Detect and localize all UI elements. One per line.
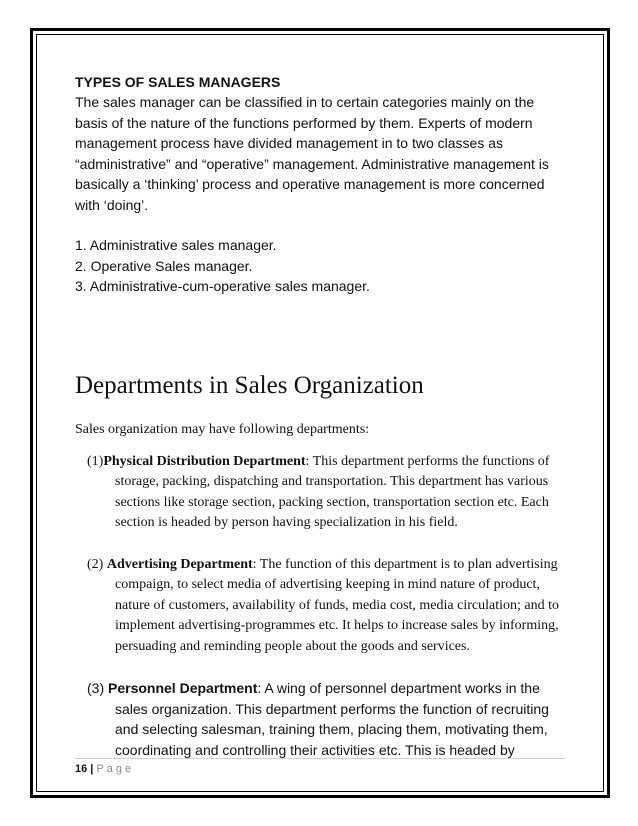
list-item: 3. Administrative-cum-operative sales manager. <box>75 278 370 294</box>
department-number: (2) <box>87 556 107 572</box>
page-content <box>75 72 567 760</box>
department-item <box>75 678 567 760</box>
page-footer <box>75 758 565 776</box>
department-description: : A wing of personnel department works in the sales organization. This department performs the function of recruiting and selecting salesman, training them, placing them, motivating them, coordinating and controlling their activities etc. This is headed by <box>115 680 549 758</box>
manager-types-list <box>75 235 567 297</box>
departments-intro: Sales organization may have following departments: <box>75 421 370 437</box>
department-item <box>75 452 567 534</box>
department-description: : The function of this department is to plan advertising compaign, to select media of advertising keeping in mind nature of product, nature of customers, availability of funds, media cost, media circulation; and to implement advertising-programmes etc. It helps to increase sales by informing, persuading and reminding people about the goods and services. <box>115 556 559 654</box>
department-number: (1) <box>87 453 104 469</box>
department-number: (3) <box>87 680 108 696</box>
department-name: Personnel Department <box>108 680 258 696</box>
footer-separator: | <box>87 763 97 775</box>
department-description: : This department performs the functions of storage, packing, dispatching and transportation. This department has various sections like storage section, packing section, transportation section etc. Each section is headed by person having specialization in his field. <box>115 453 550 530</box>
department-name: Advertising Department <box>106 556 253 572</box>
page-number: 16 <box>75 763 88 775</box>
section-heading-departments: Departments in Sales Organization <box>75 371 424 399</box>
page-label: Page <box>96 763 135 775</box>
section-paragraph: The sales manager can be classified in to certain categories mainly on the basis of the nature of the functions performed by them. Experts of modern management process have divided management in to two classes as “administrative” and “operative” management. Administrative management is basically a ‘thinking’ process and operative management is more concerned with ‘doing’. <box>75 94 549 213</box>
department-name: Physical Distribution Department <box>103 453 306 469</box>
list-item: 1. Administrative sales manager. <box>75 237 277 253</box>
department-item <box>75 555 567 658</box>
section-title-types-of-sales-managers: TYPES OF SALES MANAGERS <box>75 74 281 90</box>
list-item: 2. Operative Sales manager. <box>75 257 253 274</box>
